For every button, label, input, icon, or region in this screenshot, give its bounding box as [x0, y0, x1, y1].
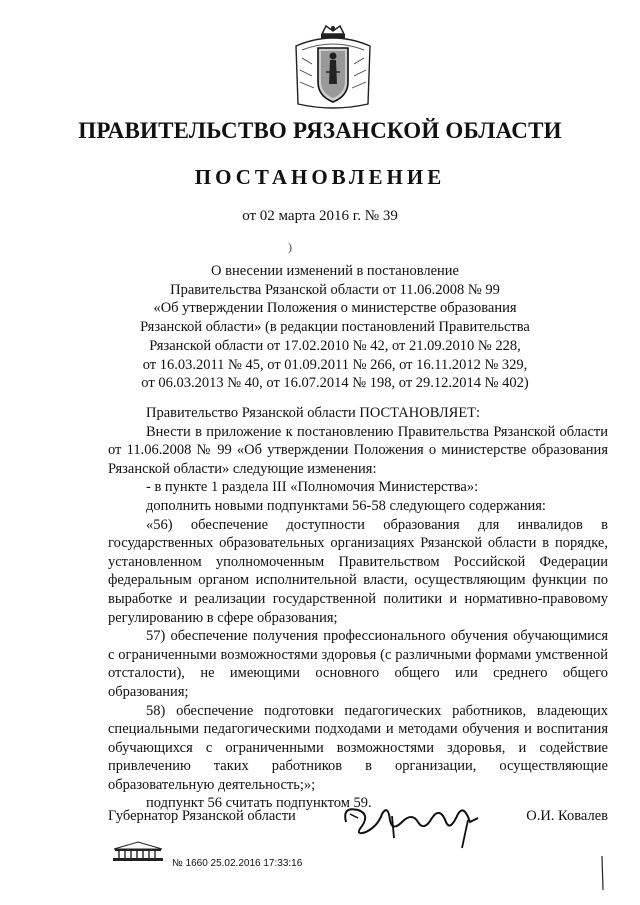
signer-name: О.И. Ковалев [526, 808, 608, 824]
document-date-number: от 02 марта 2016 г. № 39 [242, 208, 398, 224]
resolution-preamble: Правительство Рязанской области ПОСТАНОВЛЯЕТ: [146, 405, 481, 421]
body-paragraph: - в пункте 1 раздела III «Полномочия Министерства»: [146, 479, 479, 496]
coat-of-arms-icon [288, 24, 378, 112]
document-title [140, 262, 530, 393]
stray-mark: ) [288, 240, 292, 254]
title-line: Рязанской области» (в редакции постановлений Правительства [140, 319, 530, 336]
document-body [108, 404, 608, 813]
subclause-56: «56) обеспечение доступности образования для инвалидов в государственных образовательных организациях Рязанской области в порядке, установленном уполномоченным Правительством Российской Федерации федеральным органом исполнительной власти, осуществляющим функции по выработке и реализации государственной политики и нормативно-правовому регулированию в сфере образования; [108, 516, 608, 626]
title-line: от 16.03.2011 № 45, от 01.09.2011 № 266, от 16.11.2012 № 329, [142, 356, 528, 373]
title-line: Правительства Рязанской области от 11.06.2008 № 99 [170, 281, 500, 298]
corner-mark [598, 856, 608, 890]
document-type: ПОСТАНОВЛЕНИЕ [194, 165, 446, 189]
title-line: «Об утверждении Положения о министерстве образования [153, 300, 517, 317]
signer-title: Губернатор Рязанской области [108, 808, 296, 824]
building-stamp-icon [110, 840, 166, 862]
title-line: О внесении изменений в постановление [211, 263, 459, 279]
body-paragraph: подпункт 56 считать подпунктом 59. [146, 795, 372, 812]
body-paragraph: Внести в приложение к постановлению Правительства Рязанской области от 11.06.2008 № 99 «Об утверждении Положения о министерстве образования Рязанской области» следующие изменения: [108, 423, 608, 477]
signature-block [108, 808, 608, 848]
handwritten-signature [332, 792, 502, 854]
registration-number: № 1660 25.02.2016 17:33:16 [172, 858, 303, 869]
subclause-57: 57) обеспечение получения профессионального обучения обучающимися с ограниченными возможностями здоровья (с различными формами умственной отсталости), не имеющими основного общего или среднего общего образования; [108, 628, 608, 700]
subclause-58: 58) обеспечение подготовки педагогических работников, владеющих специальными педагогическими подходами и методами обучения и воспитания обучающихся с ограниченными возможностями здоровья, и содействие привлечению таких работников в организации, осуществляющие образовательную деятельность;»; [108, 702, 608, 793]
title-line: от 06.03.2013 № 40, от 16.07.2014 № 198, от 29.12.2014 № 402) [141, 375, 529, 392]
organization-name: ПРАВИТЕЛЬСТВО РЯЗАНСКОЙ ОБЛАСТИ [78, 118, 562, 143]
body-paragraph: дополнить новыми подпунктами 56-58 следующего содержания: [146, 497, 546, 514]
title-line: Рязанской области от 17.02.2010 № 42, от 21.09.2010 № 228, [149, 337, 521, 354]
